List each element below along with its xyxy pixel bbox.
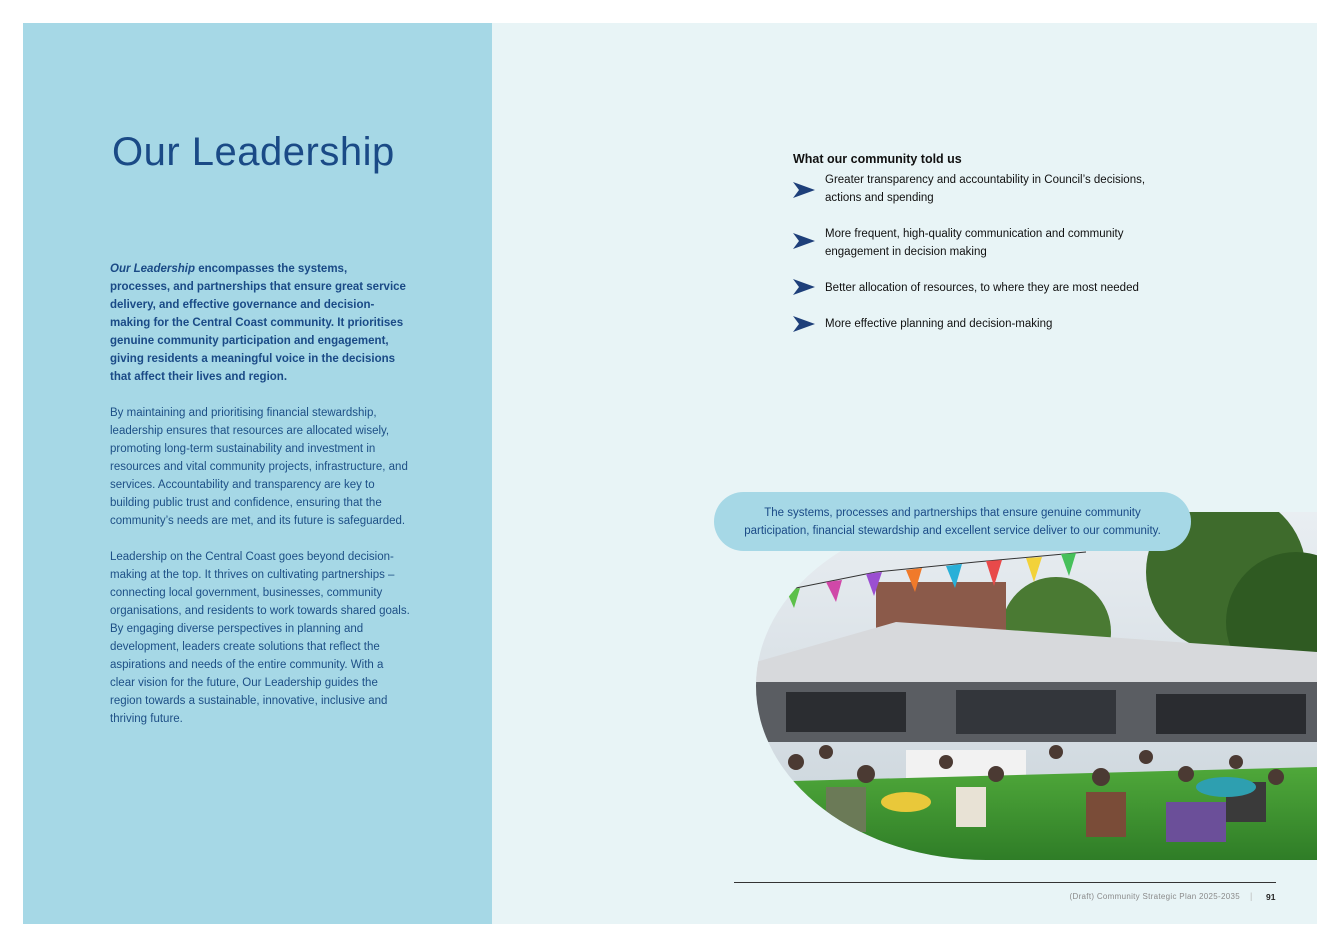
arrow-icon: [793, 279, 815, 295]
arrow-icon: [793, 316, 815, 332]
paragraph-stewardship: By maintaining and prioritising financial stewardship, leadership ensures that resources are allocated wisely, promoting long-term sustainability and investment in resources and vital community projects, infrastructure, and services. Accountability and transparency are key to building public trust and confidence, ensuring that the community’s needs are met, and its future is safeguarded.: [110, 407, 408, 527]
arrow-icon: [793, 233, 815, 249]
callout-text: The systems, processes and partnerships that ensure genuine community participation, financial stewardship and excellent service deliver to our community.: [744, 506, 1161, 537]
community-feedback-heading: What our community told us: [793, 152, 962, 166]
page-number: 91: [1266, 892, 1276, 902]
community-event-photo: [756, 512, 1317, 860]
footer-separator: |: [1250, 891, 1253, 901]
footer-divider: [734, 882, 1276, 883]
callout-summary: [714, 492, 1191, 551]
arrow-icon: [793, 182, 815, 198]
intro-emphasis: Our Leadership: [110, 263, 195, 275]
feedback-item-text: Greater transparency and accountability in Council’s decisions, actions and spending: [825, 174, 1146, 204]
intro-paragraph: [110, 260, 410, 386]
feedback-item-text: Better allocation of resources, to where they are most needed: [825, 282, 1139, 294]
paragraph-partnerships: Leadership on the Central Coast goes beyond decision-making at the top. It thrives on cultivating partnerships – connecting local government, businesses, community organisations, and residents to work towards shared goals. By engaging diverse perspectives in planning and development, leaders create solutions that reflect the aspirations and needs of the entire community. With a clear vision for the future, Our Leadership guides the region towards a sustainable, innovative, inclusive and thriving future.: [110, 551, 410, 725]
feedback-item-text: More frequent, high-quality communication and community engagement in decision making: [825, 228, 1124, 258]
page-title: Our Leadership: [112, 130, 395, 174]
feedback-item-text: More effective planning and decision-making: [825, 318, 1053, 330]
footer-document-title: (Draft) Community Strategic Plan 2025-2035: [1069, 892, 1240, 901]
intro-text: encompasses the systems, processes, and partnerships that ensure great service delivery, and effective governance and decision-making for the Central Coast community. It prioritises genuine community participation and engagement, giving residents a meaningful voice in the decisions that affect their lives and region.: [110, 263, 406, 383]
